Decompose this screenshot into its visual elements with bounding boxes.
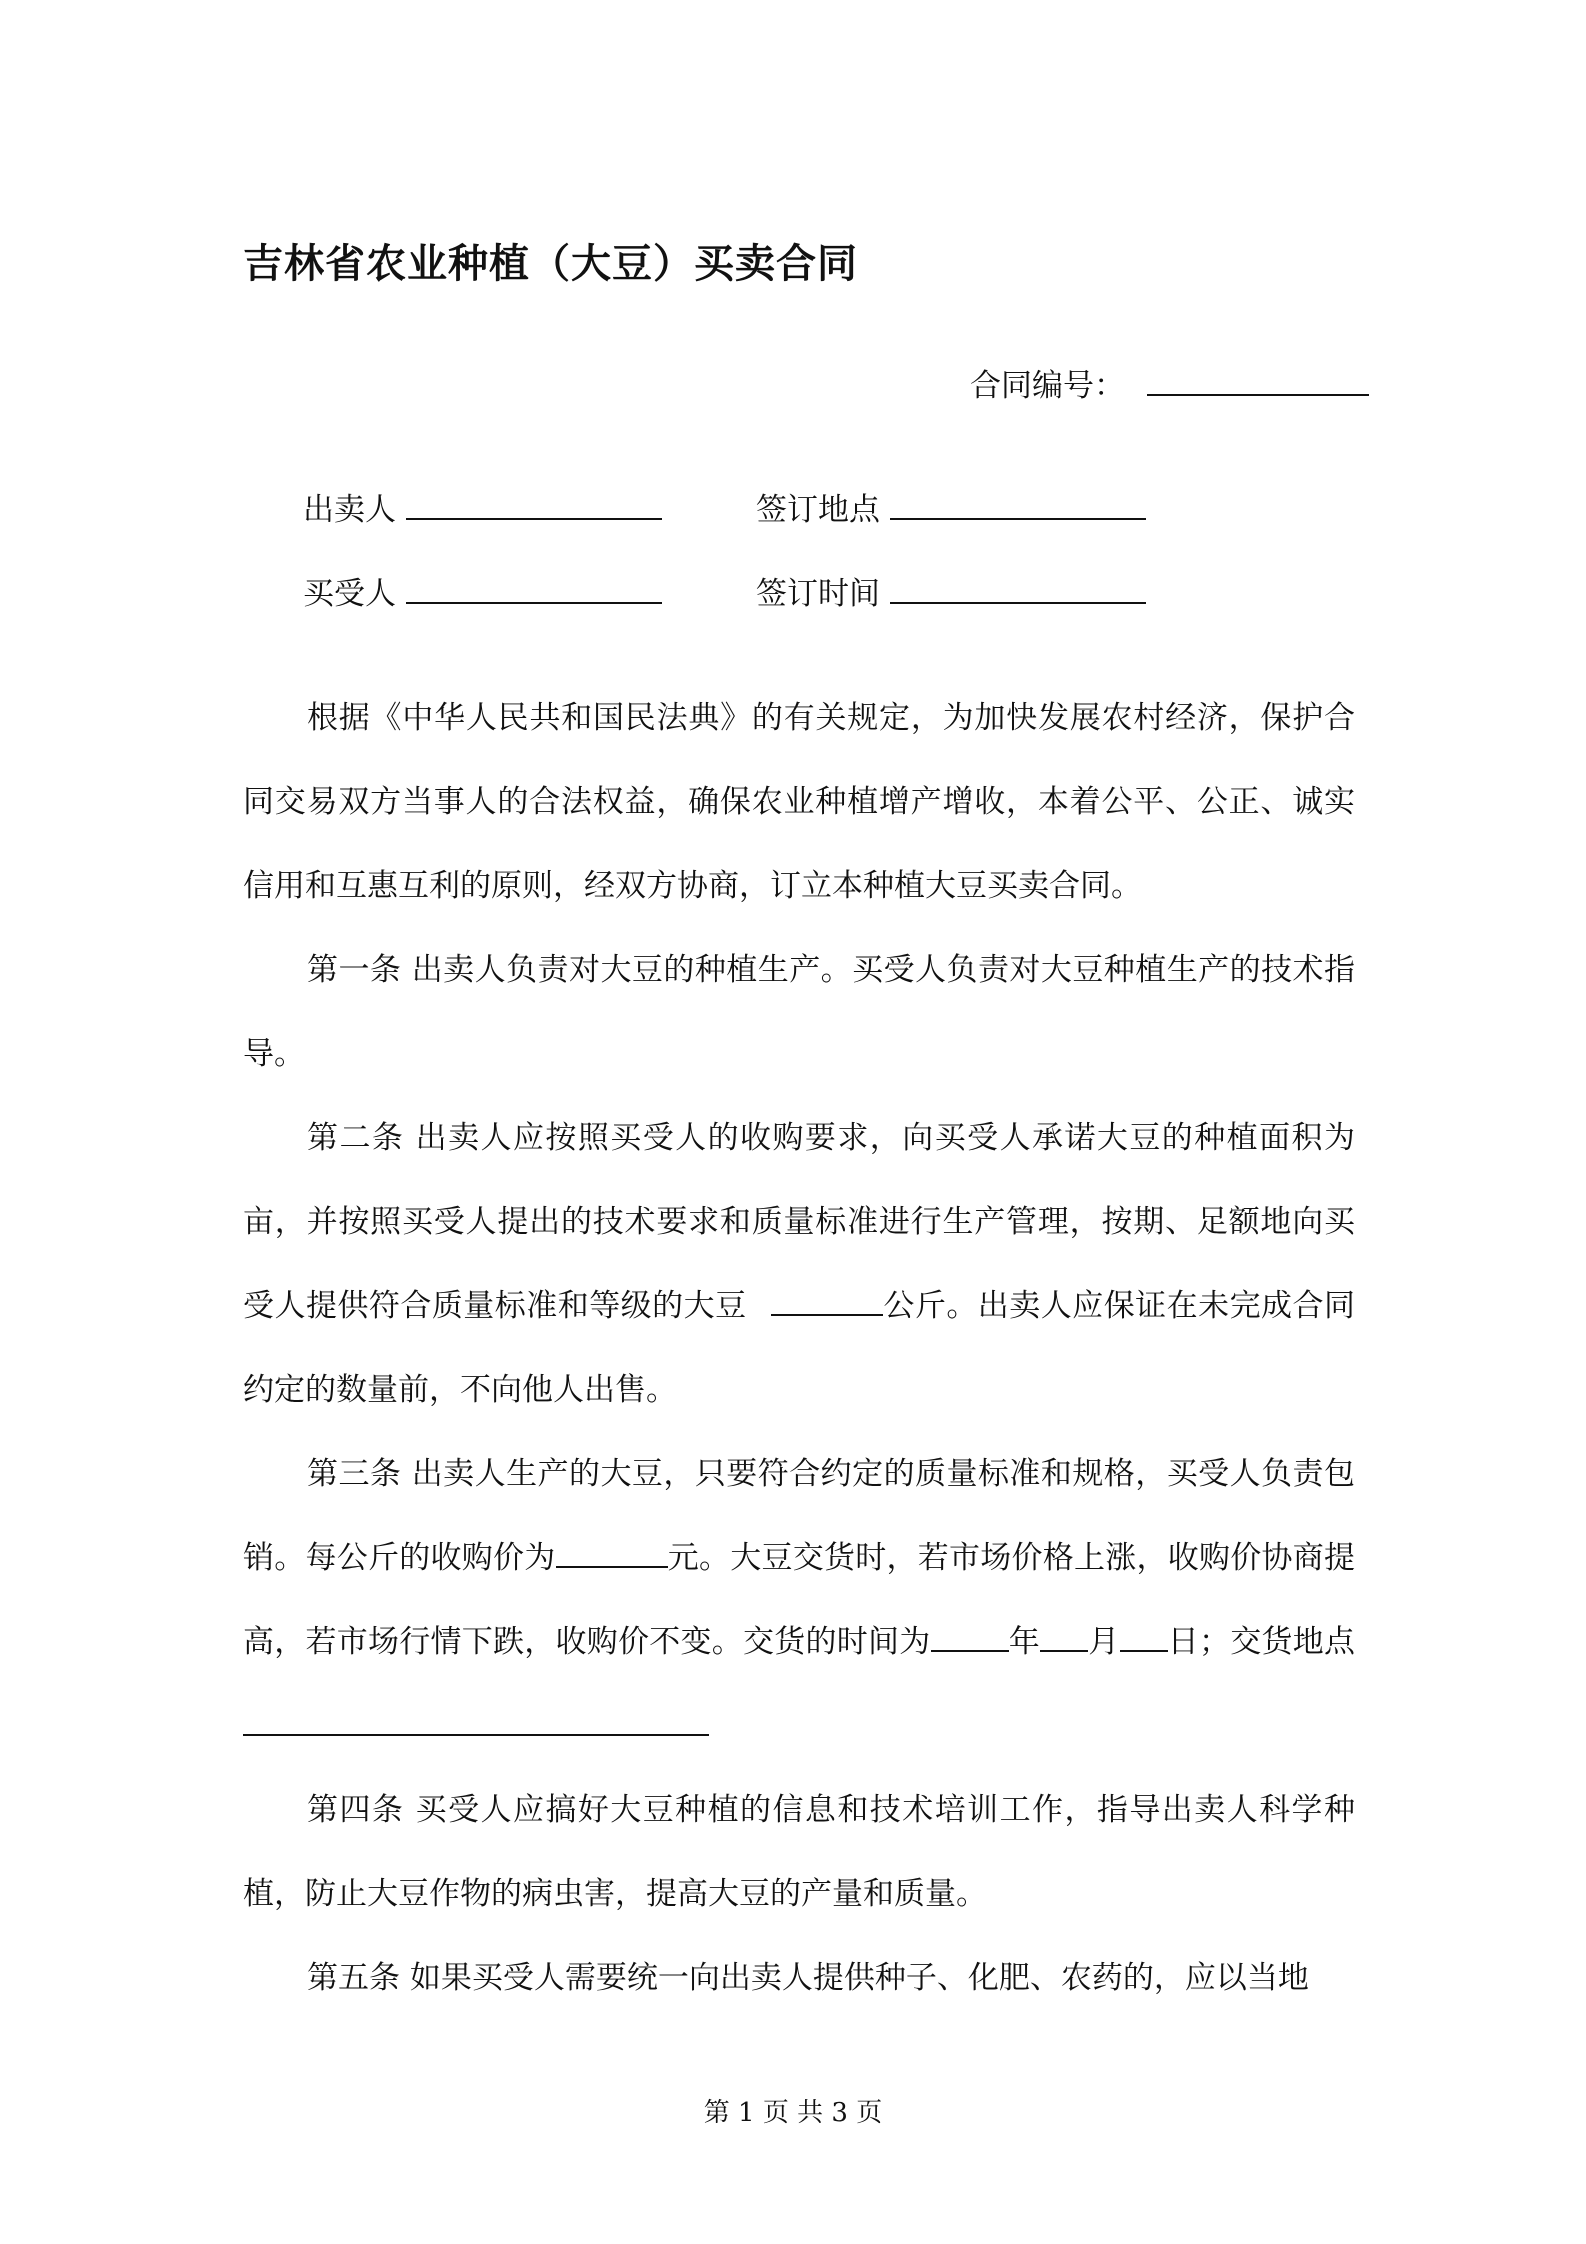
sign-place-blank	[890, 487, 1146, 520]
contract-number-line	[970, 360, 1369, 405]
month-label: 月	[1088, 1624, 1120, 1660]
article-4-text: 买受人应搞好大豆种植的信息和技术培训工作，指导出卖人科学种植，防止大豆作物的病虫害，提高大豆的产量和质量。	[243, 1792, 1355, 1912]
article-5-text: 如果买受人需要统一向出卖人提供种子、化肥、农药的，应以当地	[409, 1960, 1309, 1996]
article-1-head: 第一条	[307, 952, 402, 988]
document-title: 吉林省农业种植（大豆）买卖合同	[243, 241, 858, 287]
buyer-field	[303, 568, 662, 613]
sign-time-blank	[890, 571, 1146, 604]
month-blank	[1040, 1619, 1088, 1652]
sign-time-field	[756, 568, 1146, 613]
article-2-head: 第二条	[307, 1120, 405, 1156]
seller-blank	[406, 487, 662, 520]
buyer-label: 买受人	[303, 576, 396, 612]
year-label: 年	[1008, 1624, 1040, 1660]
article-1	[243, 928, 1355, 1096]
article-2-text-a: 出卖人应按照买受人的收购要求，向买受人承诺大豆的种植面积为亩，并按照买受人提出的技术要求和质量标准进行生产管理，按期、足额地向买受人提供符合质量标准和等级的大豆	[243, 1120, 1355, 1324]
article-4-head: 第四条	[307, 1792, 405, 1828]
sign-place-field	[756, 484, 1146, 529]
quantity-blank	[771, 1283, 883, 1316]
seller-field	[303, 484, 662, 529]
sign-time-label: 签订时间	[756, 576, 880, 612]
seller-label: 出卖人	[303, 492, 396, 528]
sign-place-label: 签订地点	[756, 492, 880, 528]
article-1-text: 出卖人负责对大豆的种植生产。买受人负责对大豆种植生产的技术指导。	[243, 952, 1356, 1072]
year-blank	[931, 1619, 1009, 1652]
article-2-text-b: 公斤。出卖人应保证在未完成合同约定的数量前，不向他人出售。	[243, 1288, 1356, 1408]
article-4	[243, 1768, 1355, 1936]
article-5	[243, 1936, 1355, 2020]
article-3-text-b: 元。大豆交货时，若市场价格上涨，收购价协商提高，若市场行情下跌，收购价不变。交货的时间为	[243, 1540, 1355, 1660]
day-blank	[1120, 1619, 1168, 1652]
contract-number-blank	[1147, 363, 1369, 396]
article-3-text-a: 出卖人生产的大豆，只要符合约定的质量标准和规格，买受人负责包销。每公斤的收购价为	[243, 1456, 1356, 1576]
page-footer: 第 1 页 共 3 页	[703, 2098, 883, 2128]
buyer-blank	[406, 571, 662, 604]
contract-body	[243, 676, 1355, 2020]
intro-paragraph: 根据《中华人民共和国民法典》的有关规定，为加快发展农村经济，保护合同交易双方当事人的合法权益，确保农业种植增产增收，本着公平、公正、诚实信用和互惠互利的原则，经双方协商，订立本种植大豆买卖合同。	[243, 700, 1355, 904]
day-and-place-label: 日；交货地点	[1167, 1624, 1355, 1660]
article-5-head: 第五条	[307, 1960, 400, 1996]
delivery-place-blank	[243, 1703, 709, 1736]
contract-number-label: 合同编号：	[970, 368, 1125, 404]
article-2	[243, 1096, 1355, 1432]
article-3	[243, 1432, 1355, 1768]
article-3-head: 第三条	[307, 1456, 402, 1492]
price-blank	[556, 1535, 668, 1568]
